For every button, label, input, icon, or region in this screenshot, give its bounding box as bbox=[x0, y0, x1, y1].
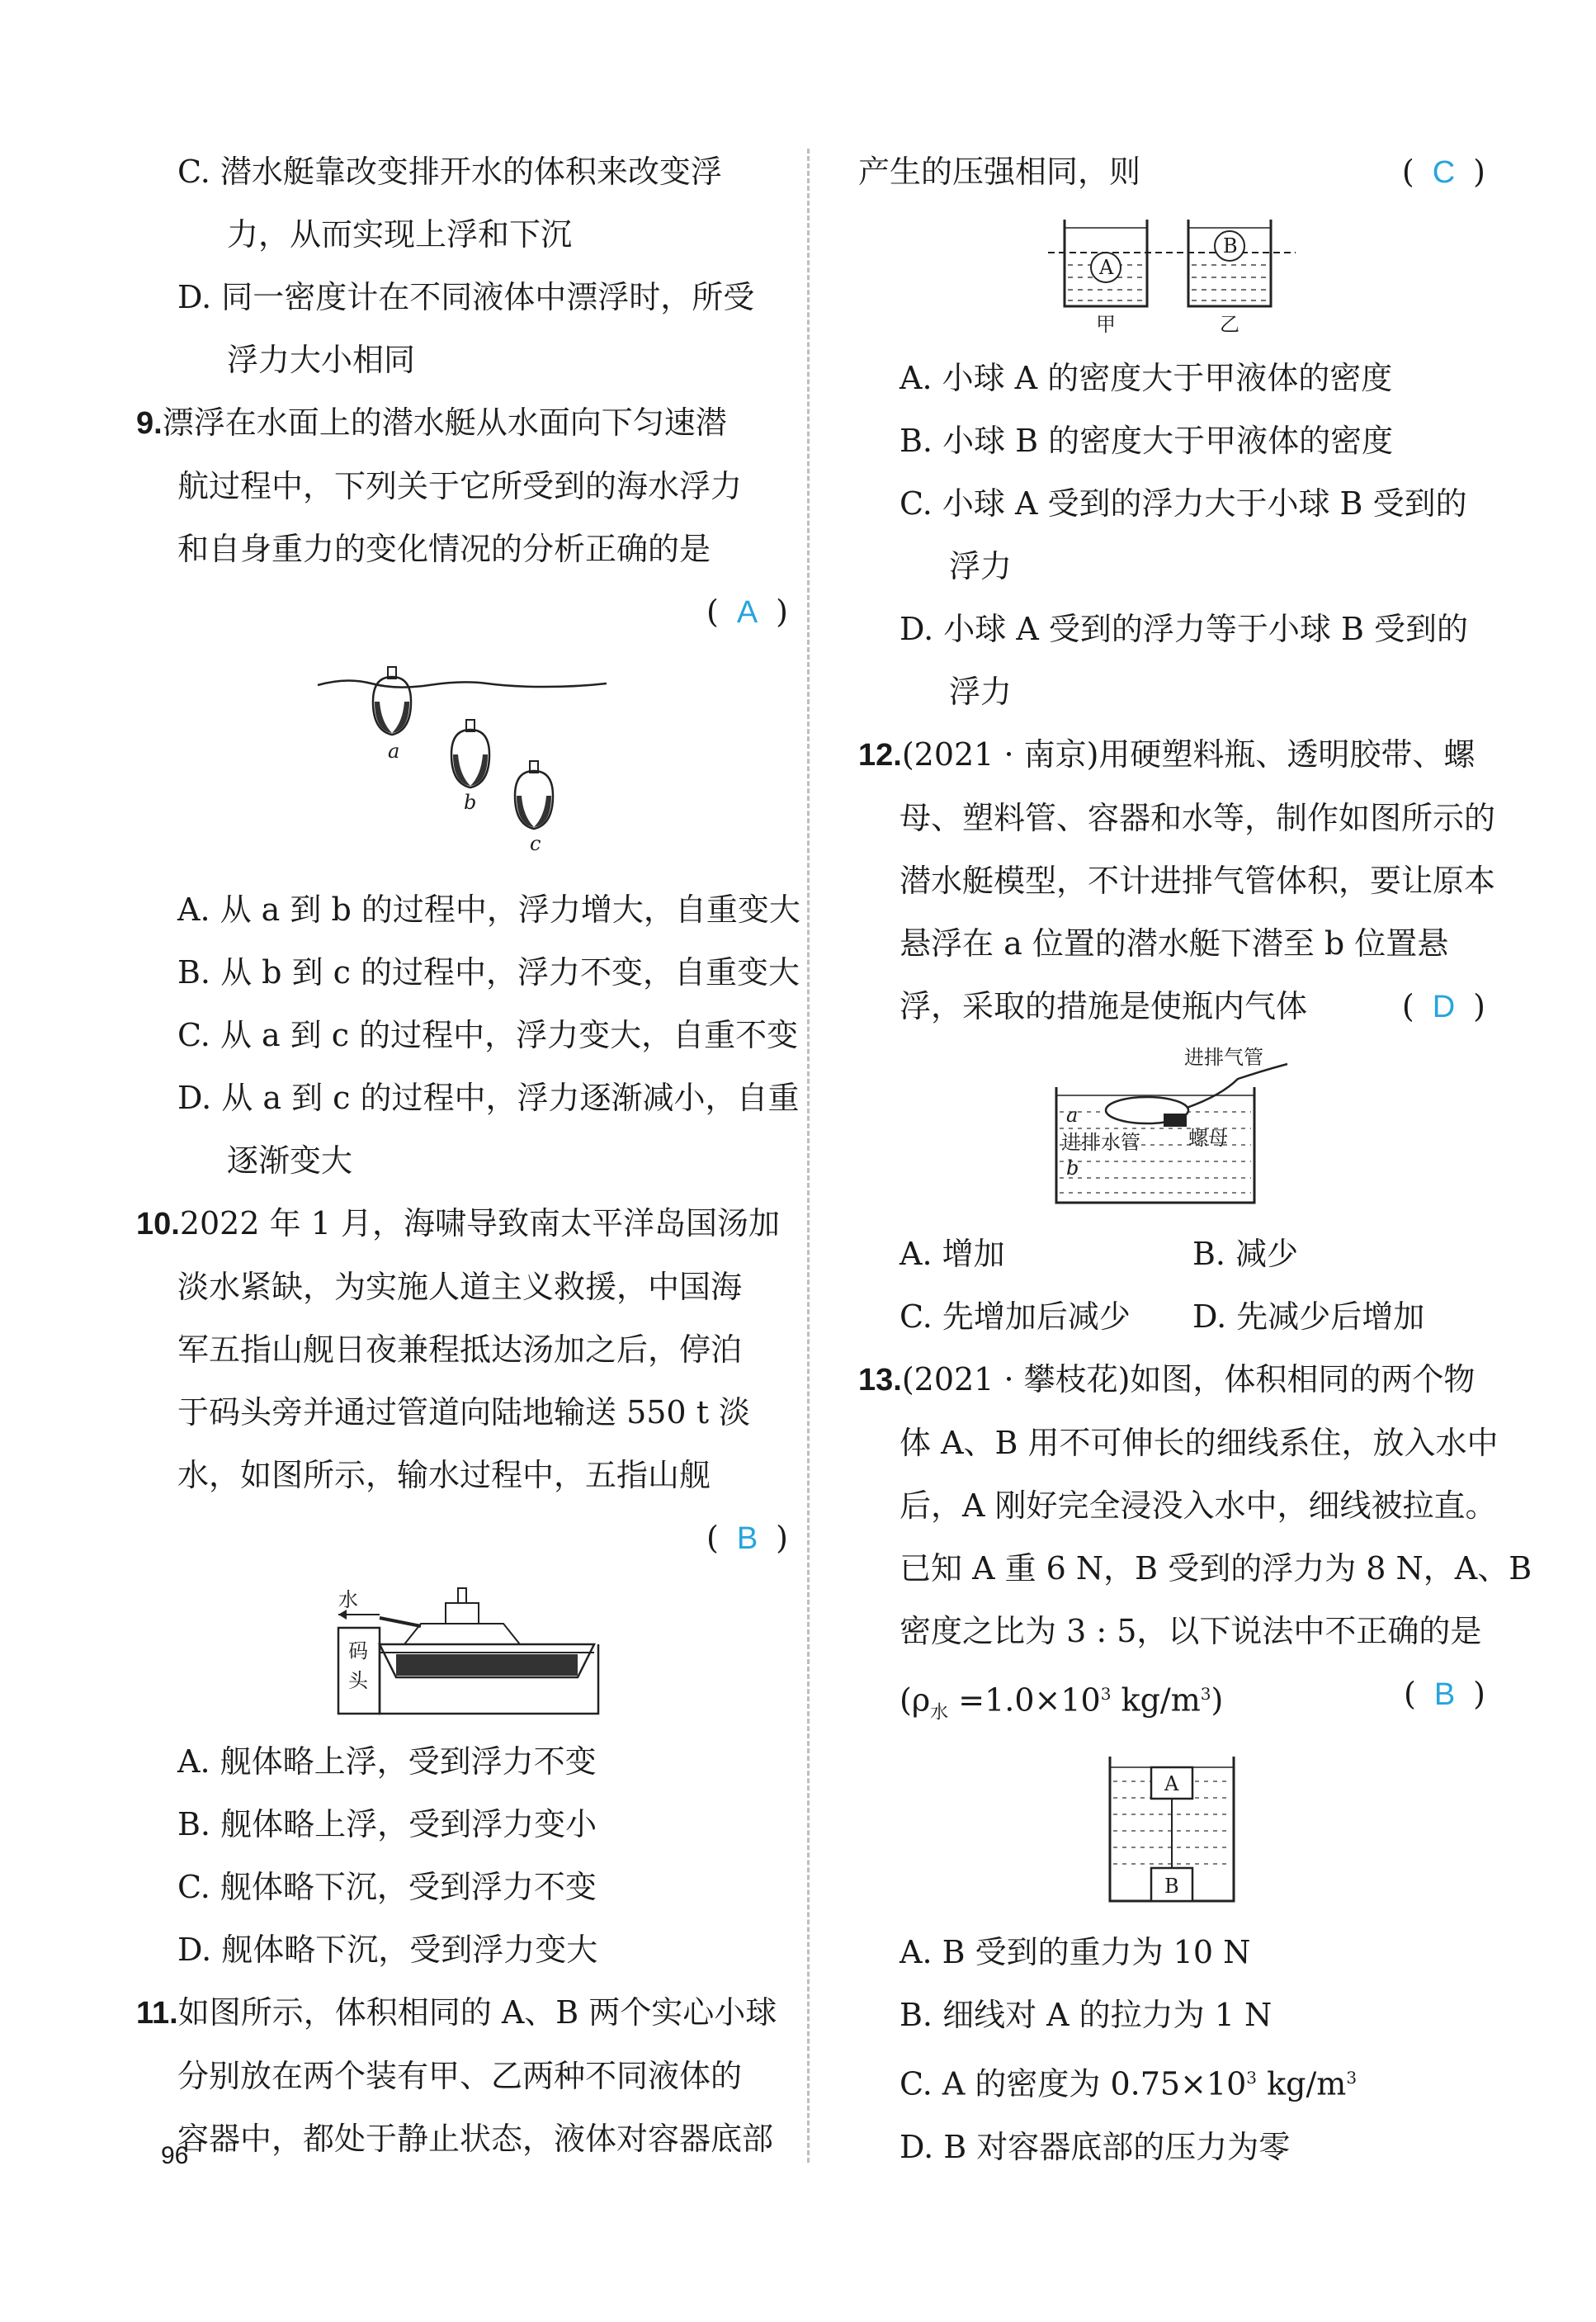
q12-options-row1 bbox=[858, 1222, 1485, 1285]
q9-answer-line: ( A ) bbox=[706, 594, 788, 630]
q11-stem-line1 bbox=[136, 1981, 788, 2045]
q10-stem-line3: 军五指山舰日夜兼程抵达汤加之后，停泊 bbox=[177, 1331, 743, 1368]
q13-stem-line3: 后，A 刚好完全浸没入水中，细线被拉直。 bbox=[900, 1487, 1497, 1524]
q13-stem-line6 bbox=[858, 1662, 1485, 1744]
q13-text-1: (2021 · 攀枝花)如图，体积相同的两个物 bbox=[901, 1361, 1476, 1397]
q8-option-d: D. 同一密度计在不同液体中漂浮时，所受 bbox=[177, 279, 755, 315]
label-b: b bbox=[464, 791, 477, 814]
q11-option-c: C. 小球 A 受到的浮力大于小球 B 受到的 bbox=[900, 485, 1467, 522]
q13-number: 13. bbox=[858, 1363, 902, 1397]
q11-option-a: A. 小球 A 的密度大于甲液体的密度 bbox=[900, 360, 1393, 396]
q12-answer-line: ( D ) bbox=[1401, 988, 1485, 1024]
q8-option-c: C. 潜水艇靠改变排开水的体积来改变浮 bbox=[177, 154, 722, 190]
q11-option-d-cont: 浮力 bbox=[949, 674, 1013, 710]
q13-option-c bbox=[858, 2046, 1485, 2116]
q12-number: 12. bbox=[858, 738, 902, 773]
q12-stem-line3: 潜水艇模型，不计进排气管体积，要让原本 bbox=[900, 863, 1496, 899]
label-a: a bbox=[388, 740, 400, 763]
q12-stem-line4: 悬浮在 a 位置的潜水艇下潜至 b 位置悬 bbox=[900, 925, 1449, 962]
q9-option-a: A. 从 a 到 b 的过程中，浮力增大，自重变大 bbox=[177, 891, 800, 928]
q11-stem-line2: 分别放在两个装有甲、乙两种不同液体的 bbox=[177, 2058, 743, 2094]
q13-c-unit: kg/m bbox=[1257, 2065, 1347, 2102]
label-jia: 甲 bbox=[1096, 313, 1116, 335]
q9-number: 9. bbox=[136, 406, 163, 441]
q10-number: 10. bbox=[136, 1207, 180, 1241]
q13-option-d: D. B 对容器底部的压力为零 bbox=[900, 2128, 1291, 2165]
ball-b-label: B bbox=[1223, 234, 1238, 258]
q13-stem-line1 bbox=[858, 1348, 1485, 1412]
q13-stem-line4: 已知 A 重 6 N，B 受到的浮力为 8 N，A、B bbox=[900, 1550, 1532, 1587]
rho-close: ) bbox=[1211, 1681, 1224, 1719]
q13-c-exponent: 3 bbox=[1246, 2068, 1258, 2088]
q10-stem-line2: 淡水紧缺，为实施人道主义救援，中国海 bbox=[177, 1269, 743, 1305]
q13-c-unit-exponent: 3 bbox=[1346, 2068, 1358, 2088]
q12-option-b: B. 减少 bbox=[1192, 1236, 1299, 1272]
q13-answer: B bbox=[1433, 1677, 1456, 1712]
q13-stem-line2: 体 A、B 用不可伸长的细线系住，放入水中 bbox=[900, 1425, 1499, 1461]
rho-symbol: (ρ bbox=[900, 1681, 931, 1719]
q12-stem-line5 bbox=[858, 975, 1485, 1038]
right-column bbox=[858, 140, 1532, 2178]
q10-option-d: D. 舰体略下沉，受到浮力变大 bbox=[177, 1932, 598, 1968]
q12-text-1: (2021 · 南京)用硬塑料瓶、透明胶带、螺 bbox=[901, 736, 1476, 773]
q10-ship-figure bbox=[322, 1578, 602, 1719]
q13-blocks-figure bbox=[1102, 1752, 1242, 1909]
q12-option-c: C. 先增加后减少 bbox=[900, 1298, 1131, 1335]
page-number: 96 bbox=[161, 2142, 189, 2169]
position-a-label: a bbox=[1066, 1104, 1079, 1127]
label-yi: 乙 bbox=[1220, 313, 1239, 335]
q12-option-a: A. 增加 bbox=[900, 1236, 1005, 1272]
submarine-a bbox=[373, 667, 411, 735]
gas-tube-label: 进排气管 bbox=[1184, 1046, 1263, 1069]
q12-stem-line2: 母、塑料管、容器和水等，制作如图所示的 bbox=[900, 800, 1496, 836]
q8-option-c-cont: 力，从而实现上浮和下沉 bbox=[227, 216, 573, 253]
left-column bbox=[136, 140, 800, 2170]
q10-option-c: C. 舰体略下沉，受到浮力不变 bbox=[177, 1869, 597, 1905]
q9-option-c: C. 从 a 到 c 的过程中，浮力变大，自重不变 bbox=[177, 1017, 799, 1053]
submarine-b bbox=[451, 720, 489, 787]
q9-stem-line1 bbox=[136, 391, 788, 455]
q9-answer: A bbox=[736, 595, 758, 630]
q9-stem-line3: 和自身重力的变化情况的分析正确的是 bbox=[177, 531, 711, 567]
q12-options-row2 bbox=[858, 1285, 1485, 1348]
container-yi bbox=[1188, 220, 1271, 335]
water-label: 水 bbox=[338, 1588, 358, 1611]
q10-stem-line5: 水，如图所示，输水过程中，五指山舰 bbox=[177, 1457, 711, 1493]
q13-option-a: A. B 受到的重力为 10 N bbox=[900, 1934, 1251, 1971]
column-divider bbox=[807, 149, 810, 2163]
q9-option-b: B. 从 b 到 c 的过程中，浮力不变，自重变大 bbox=[177, 954, 800, 991]
q13-stem-line5: 密度之比为 3 : 5，以下说法中不正确的是 bbox=[900, 1613, 1482, 1649]
q9-text-1: 漂浮在水面上的潜水艇从水面向下匀速潜 bbox=[162, 404, 727, 441]
q11-text-4: 产生的压强相同，则 bbox=[858, 154, 1141, 190]
q11-stem-line4 bbox=[858, 140, 1485, 203]
rho-value: =1.0×10 bbox=[948, 1681, 1101, 1719]
dock-label-2: 头 bbox=[348, 1669, 368, 1692]
q11-option-d: D. 小球 A 受到的浮力等于小球 B 受到的 bbox=[900, 611, 1468, 647]
q11-option-c-cont: 浮力 bbox=[949, 548, 1013, 584]
q9-option-d: D. 从 a 到 c 的过程中，浮力逐渐减小，自重 bbox=[177, 1080, 800, 1116]
q13-c-text: C. A 的密度为 0.75×10 bbox=[900, 2065, 1247, 2102]
ball-a-label: A bbox=[1099, 256, 1114, 279]
dock-label-1: 码 bbox=[348, 1639, 368, 1662]
submarine-c bbox=[515, 761, 553, 829]
water-tube-label: 进排水管 bbox=[1061, 1131, 1140, 1154]
container-jia bbox=[1065, 220, 1147, 335]
q9-stem-line2: 航过程中，下列关于它所受到的海水浮力 bbox=[177, 468, 743, 504]
q10-stem-line1 bbox=[136, 1192, 788, 1256]
rho-unit: kg/m bbox=[1111, 1681, 1201, 1719]
rho-unit-exponent: 3 bbox=[1200, 1684, 1211, 1704]
nut-label: 螺母 bbox=[1188, 1127, 1228, 1150]
label-c: c bbox=[530, 832, 541, 855]
block-a-label: A bbox=[1164, 1772, 1179, 1796]
position-b-label: b bbox=[1066, 1156, 1079, 1180]
q11-number: 11. bbox=[136, 1996, 178, 2031]
q10-answer: B bbox=[736, 1521, 758, 1556]
q10-option-a: A. 舰体略上浮，受到浮力不变 bbox=[177, 1743, 597, 1780]
block-b-label: B bbox=[1164, 1875, 1179, 1899]
q12-stem-line1 bbox=[858, 723, 1485, 787]
q12-option-d: D. 先减少后增加 bbox=[1192, 1298, 1425, 1335]
q8-option-d-cont: 浮力大小相同 bbox=[227, 342, 416, 378]
q10-text-1: 2022 年 1 月，海啸导致南太平洋岛国汤加 bbox=[179, 1205, 780, 1241]
rho-exponent: 3 bbox=[1100, 1684, 1112, 1704]
q12-model-figure bbox=[1040, 1046, 1304, 1211]
q11-containers-figure bbox=[1048, 211, 1296, 335]
rho-subscript: 水 bbox=[930, 1702, 949, 1724]
q13-answer-line: ( B ) bbox=[1403, 1676, 1485, 1712]
q13-option-b: B. 细线对 A 的拉力为 1 N bbox=[900, 1997, 1273, 2034]
q10-answer-line: ( B ) bbox=[706, 1520, 788, 1556]
q11-stem-line3: 容器中，都处于静止状态，液体对容器底部 bbox=[177, 2121, 774, 2157]
q11-answer: C bbox=[1432, 155, 1456, 190]
q10-option-b: B. 舰体略上浮，受到浮力变小 bbox=[177, 1806, 597, 1842]
q10-stem-line4: 于码头旁并通过管道向陆地输送 550 t 淡 bbox=[177, 1394, 751, 1431]
q9-submarine-figure bbox=[314, 652, 611, 867]
q11-answer-line: ( C ) bbox=[1401, 154, 1485, 190]
q12-text-5: 浮，采取的措施是使瓶内气体 bbox=[900, 988, 1308, 1024]
q11-option-b: B. 小球 B 的密度大于甲液体的密度 bbox=[900, 423, 1394, 459]
q11-text-1: 如图所示，体积相同的 A、B 两个实心小球 bbox=[177, 1994, 777, 2031]
q12-answer: D bbox=[1432, 990, 1456, 1024]
q9-option-d-cont: 逐渐变大 bbox=[227, 1142, 353, 1179]
